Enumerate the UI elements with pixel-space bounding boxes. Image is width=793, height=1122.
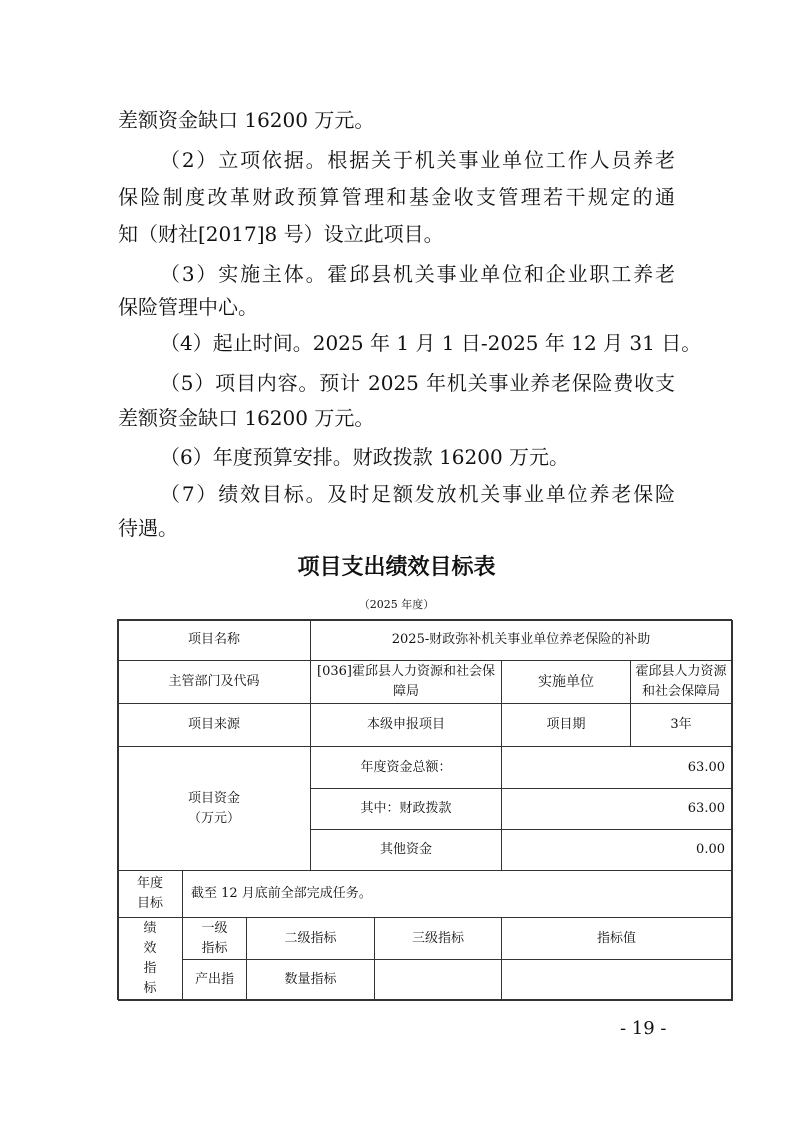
cell-value: 截至 12 月底前全部完成任务。 (182, 870, 732, 918)
cell-value: 63.00 (501, 746, 732, 789)
text-line: （3）实施主体。霍邱县机关事业单位和企业职工养老 (160, 262, 675, 286)
text-line: （7）绩效目标。及时足额发放机关事业单位养老保险 (160, 482, 675, 506)
text-line: 待遇。 (118, 516, 178, 540)
cell-label: 实施单位 (501, 660, 631, 704)
cell-label: 项目期 (501, 703, 631, 747)
cell-label: 年度资金总额： (310, 746, 502, 789)
cell-empty (501, 959, 732, 1000)
cell-label: 其他资金 (310, 829, 502, 871)
text-line: 知（财社[2017]8 号）设立此项目。 (118, 222, 444, 246)
cell-label: 项目名称 (117, 619, 311, 661)
column-header: 一级指标 (182, 917, 247, 960)
cell-empty (374, 959, 502, 1000)
text-line: 保险管理中心。 (118, 295, 258, 319)
cell-label: 项目资金（万元） (117, 746, 311, 871)
cell-value: 霍邱县人力资源和社会保障局 (630, 660, 732, 704)
cell-label: 绩效指标 (117, 917, 183, 1000)
text-line: （6）年度预算安排。财政拨款 16200 万元。 (160, 445, 570, 469)
text-line: 差额资金缺口 16200 万元。 (118, 406, 375, 430)
cell-label: 项目来源 (117, 703, 311, 747)
cell-label: 其中：财政拨款 (310, 788, 502, 830)
text-line: 差额资金缺口 16200 万元。 (118, 108, 375, 132)
cell-value: 数量指标 (246, 959, 375, 1000)
cell-value: 3年 (630, 703, 732, 747)
column-header: 三级指标 (374, 917, 502, 960)
text-line: （4）起止时间。2025 年 1 月 1 日-2025 年 12 月 31 日。 (160, 331, 702, 355)
table-subtitle: （2025 年度） (358, 598, 435, 611)
cell-label: 年度目标 (117, 870, 183, 918)
text-line: （2）立项依据。根据关于机关事业单位工作人员养老 (160, 148, 675, 172)
cell-value: 2025-财政弥补机关事业单位养老保险的补助 (310, 619, 732, 661)
cell-value: 63.00 (501, 788, 732, 830)
cell-value: 产出指 (182, 959, 247, 1000)
cell-value: 本级申报项目 (310, 703, 502, 747)
text-line: （5）项目内容。预计 2025 年机关事业养老保险费收支 (160, 371, 675, 395)
text-line: 保险制度改革财政预算管理和基金收支管理若干规定的通 (118, 185, 675, 209)
cell-value: [036]霍邱县人力资源和社会保障局 (310, 660, 502, 704)
column-header: 二级指标 (246, 917, 375, 960)
table-title: 项目支出绩效目标表 (297, 555, 496, 580)
cell-label: 主管部门及代码 (117, 660, 311, 704)
column-header: 指标值 (501, 917, 732, 960)
cell-value: 0.00 (501, 829, 732, 871)
page-number: - 19 - (620, 1018, 667, 1039)
